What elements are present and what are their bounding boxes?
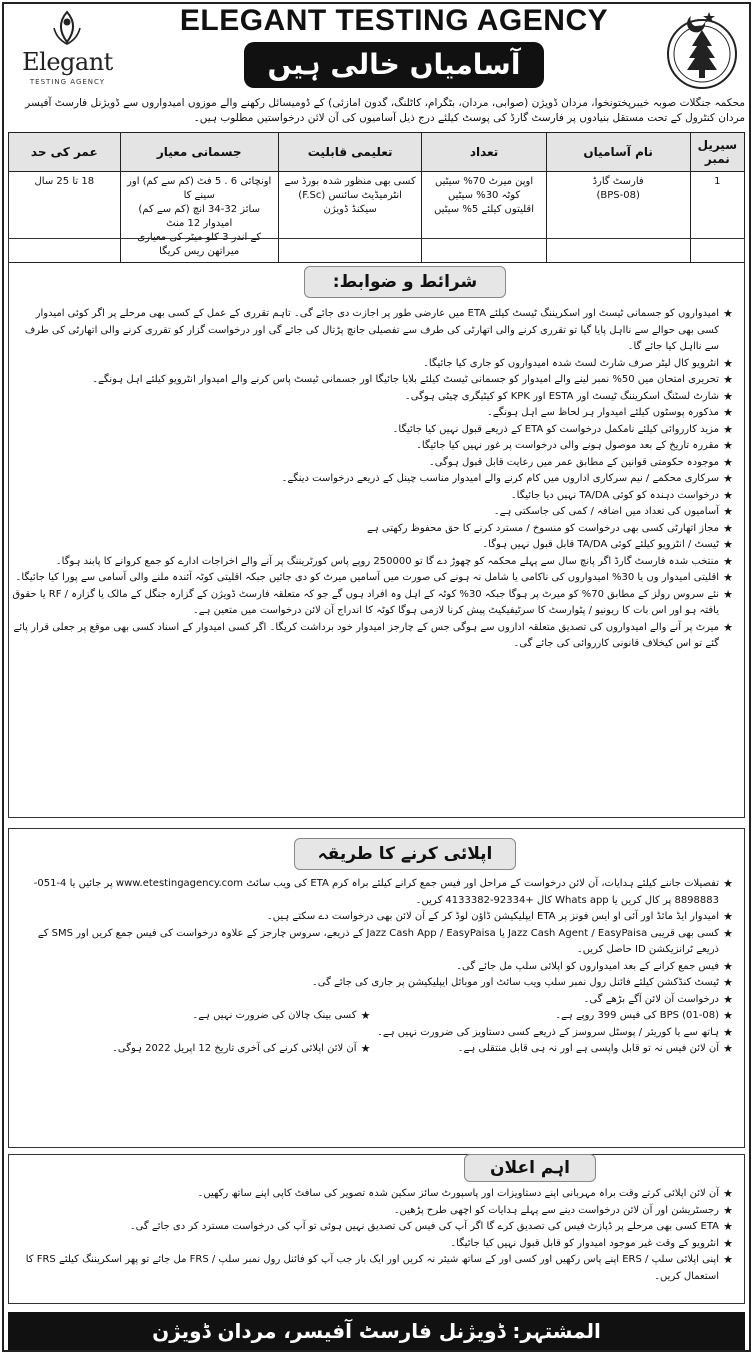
cell-post-name: فارسٹ گارڈ (BPS-08) xyxy=(546,172,690,263)
cell-physical-standard: اونچائی 6 . 5 فٹ (کم سے کم) اور سینے کا سائز 32-34 انچ (کم سے کم) امیدوار 12 منٹ کے اندر 3 کلو میٹر کی معیاری میراتھن ریس کریگا xyxy=(120,172,278,263)
list-item: ★ اپنی اپلائی سلپ / ERS اپنے پاس رکھیں اور کسی اور کے ساتھ شیئر نہ کریں اور ایک بار جب آپ کو فائنل رول نمبر سلپ / FRS مل جائے تو پھر اسکریننگ کیلئے FRS کا استعمال کریں۔ xyxy=(12,1252,737,1285)
cell-quantity: اوپن میرٹ 70% سیٹیں کوٹہ 30% سیٹیں اقلیتوں کیلئے 5% سیٹیں xyxy=(422,172,546,263)
intro-paragraph: محکمہ جنگلات صوبہ خیبرپختونخوا، مردان ڈویژن (صوابی، مردان، بٹگرام، کاٹلنگ، گدون امازئی) کے ڈومیسائل رکھنے والے موزوں امیدواروں سے ڈویژنل فارسٹ آفیسر مردان کنٹرول کے تحت مستقل بنیادوں پر فارسٹ گارڈ کی پوسٹ کیلئے درج ذیل آسامیوں کی آن لائن درخواستیں مطلوب ہیں۔ xyxy=(25,97,745,124)
list-item: ★ انٹرویو کال لیٹر صرف شارٹ لسٹ شدہ امیدواروں کو جاری کیا جائیگا۔ xyxy=(12,356,737,373)
star-bullet-icon: ★ xyxy=(723,587,733,601)
job-advertisement xyxy=(2,2,751,1352)
elegant-emblem-icon xyxy=(46,8,88,50)
star-bullet-icon: ★ xyxy=(723,505,733,518)
star-bullet-icon: ★ xyxy=(723,373,733,386)
header-physical-standard: جسمانی معیار xyxy=(120,133,278,172)
list-item: ★ انٹرویو کے وقت غیر موجود امیدوار کو قابل قبول نہیں کیا جائیگا۔ xyxy=(12,1236,737,1253)
star-bullet-icon: ★ xyxy=(723,1042,733,1055)
logo-subtitle: TESTING AGENCY xyxy=(29,78,106,86)
list-item: ★ آن لائن اپلائی کرتے وقت براہ مہربانی اپنے دستاویزات اور پاسپورٹ سائز سکین شدہ تصویر کی سافٹ کاپی اپنے ساتھ رکھیں۔ xyxy=(12,1186,737,1203)
star-bullet-icon: ★ xyxy=(723,1187,733,1200)
terms-title: شرائط و ضوابط: xyxy=(304,266,506,298)
header-quantity: تعداد xyxy=(422,133,546,172)
star-bullet-icon: ★ xyxy=(723,455,733,469)
list-item: ★ ٹیسٹ کنڈکشن کیلئے فائنل رول نمبر سلپ ویب سائٹ اور موبائل ایپلیکیشن پر جاری کی جائے گی۔ xyxy=(12,975,737,992)
star-bullet-icon: ★ xyxy=(723,307,733,320)
cell-qualification: کسی بھی منظور شدہ بورڈ سے انٹرمیڈیٹ سائنس (F.Sc) سیکنڈ ڈویژن xyxy=(278,172,422,263)
header-serial: سیریل نمبر xyxy=(690,133,744,172)
star-bullet-icon: ★ xyxy=(723,472,733,485)
star-bullet-icon: ★ xyxy=(723,877,733,890)
list-item: ★ درخواست آن لائن آگے بڑھے گی۔ xyxy=(12,992,737,1009)
star-bullet-icon: ★ xyxy=(723,926,733,940)
list-item: ★ سرکاری محکمے / نیم سرکاری اداروں میں کام کرنے والے امیدوار مناسب چینل کے ذریعے درخواست دینگے۔ xyxy=(12,471,737,488)
star-bullet-icon: ★ xyxy=(723,1253,733,1266)
header xyxy=(4,4,749,96)
star-bullet-icon: ★ xyxy=(723,1009,733,1022)
list-item: ★ ٹیسٹ / انٹرویو کیلئے کوئی TA/DA قابل قبول نہیں ہوگا۔ xyxy=(12,537,737,554)
list-item: ★ مذکورہ پوسٹوں کیلئے امیدوار ہر لحاظ سے اہل ہونگے۔ xyxy=(12,405,737,422)
star-bullet-icon: ★ xyxy=(723,959,733,973)
star-bullet-icon: ★ xyxy=(723,406,733,419)
list-item: ★ آسامیوں کی تعداد میں اضافہ / کمی کی جاسکتی ہے۔ xyxy=(12,504,737,521)
cell-serial: 1 xyxy=(690,172,744,263)
list-item: ★ امیدوار ایڈ مائڈ اور آئی او ایس فونز پر ETA ایپلیکیشن ڈاؤن لوڈ کر کے آن لائن بھی درخواست دے سکتے ہیں۔ xyxy=(12,909,737,926)
star-bullet-icon: ★ xyxy=(723,422,733,436)
list-item: ★ تحریری امتحان میں 50% نمبر لینے والے امیدوار کو جسمانی ٹیسٹ کیلئے بلایا جائیگا اور جسمانی ٹیسٹ پاس کرنے والے امیدوار انٹرویو کیلئے اہل ہونگے۔ xyxy=(12,372,737,389)
star-bullet-icon: ★ xyxy=(723,1203,733,1217)
forest-department-emblem-icon xyxy=(661,8,743,92)
elegant-logo xyxy=(10,8,125,90)
list-item: ★ منتخب شدہ فارسٹ گارڈ اگر پانچ سال سے پہلے محکمہ کو چھوڑ دے گا تو 250000 روپے پاس کورٹریننگ پر آنے والے اخراجات ادارے کو جمع کروانے کا پابند ہوگا۔ xyxy=(12,554,737,571)
star-bullet-icon: ★ xyxy=(360,1009,371,1022)
header-post-name: نام آسامیاں xyxy=(546,133,690,172)
star-bullet-icon: ★ xyxy=(723,976,733,989)
apply-title: اپلائی کرنے کا طریقہ xyxy=(294,838,516,870)
logo-name: Elegant xyxy=(22,48,113,76)
cell-age-limit: 18 تا 25 سال xyxy=(9,172,121,263)
star-bullet-icon: ★ xyxy=(723,910,733,923)
star-bullet-icon: ★ xyxy=(360,1042,371,1055)
notice-title: اہم اعلان xyxy=(464,1154,596,1182)
star-bullet-icon: ★ xyxy=(723,389,733,403)
advertiser-footer: المشتہر: ڈویژنل فارسٹ آفیسر، مردان ڈویژن xyxy=(8,1312,745,1350)
header-qualification: تعلیمی قابلیت xyxy=(278,133,422,172)
apply-list xyxy=(12,876,737,1058)
star-bullet-icon: ★ xyxy=(723,488,733,502)
list-item: ★ موجودہ حکومتی قوانین کے مطابق عمر میں رعایت قابل قبول ہوگی۔ xyxy=(12,455,737,472)
list-item: ★ درخواست دہندہ کو کوئی TA/DA نہیں دیا جائیگا۔ xyxy=(12,488,737,505)
star-bullet-icon: ★ xyxy=(723,439,733,452)
list-item: ★ میرٹ پر آنے والے امیدواروں کی تصدیق متعلقہ اداروں سے ہوگی جس کے چارجز امیدوار خود برداشت کریگا۔ اگر کسی امیدوار کے اسناد کسی بھی موقع پر جعلی قرار پائے گئے تو اس کیخلاف قانونی کارروائی کی جائے گی۔ xyxy=(12,620,737,653)
list-item: ★ کسی بھی قریبی Jazz Cash Agent / EasyPaisa یا Jazz Cash App / EasyPaisa کے ذریعے، سروس چارجز کے علاوہ درخواست کی فیس جمع کریں اور SMS کے ذریعے ٹرانزیکشن ID حاصل کریں۔ xyxy=(12,926,737,959)
list-item-pair: ★ ہاتھ سے یا کوریئر / پوسٹل سروسز کے ذریعے کسی دستاویز کی ضرورت نہیں ہے۔ xyxy=(12,1025,737,1042)
list-item-pair: ★ BPS (01-08) کی فیس 399 روپے ہے۔ ★ کسی بینک چالان کی ضرورت نہیں ہے۔ xyxy=(12,1008,737,1025)
agency-name: ELEGANT TESTING AGENCY xyxy=(179,4,609,37)
list-item-pair: ★ آن لائن فیس نہ تو قابل واپسی ہے اور نہ ہی قابل منتقلی ہے۔ ★ آن لائن اپلائی کرنے کی آخری تاریخ 12 اپریل 2022 ہوگی۔ xyxy=(12,1041,737,1058)
star-bullet-icon: ★ xyxy=(723,1220,733,1233)
list-item: ★ امیدواروں کو جسمانی ٹیسٹ اور اسکریننگ ٹیسٹ کیلئے ETA میں عارضی طور پر اجازت دی جائے گی۔ تاہم تقرری کے عمل کے کسی بھی مرحلے پر اگر کوئی امیدوار کسی بھی حوالے سے نااہل پایا گیا تو تقرری کرنے والی اتھارٹی کی طرف سے تفصیلی جانچ پڑتال کی جائے گی اور درخواست گزار کو تقرری کرنے والی اتھارٹی کی طرف سے نااہل کیا جائے گا۔ xyxy=(12,306,737,356)
list-item: ★ رجسٹریشن اور آن لائن درخواست دینے سے پہلے ہدایات کو اچھی طرح پڑھیں۔ xyxy=(12,1203,737,1220)
list-item: ★ نئے سروس رولز کے مطابق 70% کو میرٹ پر ہوگا جبکہ 30% کوٹہ کے اہل وہ افراد ہوں گے جو کہ متعلقہ فارسٹ ڈویژن کے گزارہ جنگل کے مالک یا گزارہ / RF یا حقوق یافتہ ہو اور اس بات کا ریونیو / پٹوارسٹ کا سرٹیفیکیٹ پیش کرنا لازمی ہوگا کوٹہ کا اندراج آن لائن درخواست میں متعین ہے۔ xyxy=(12,587,737,620)
star-bullet-icon: ★ xyxy=(723,356,733,370)
star-bullet-icon: ★ xyxy=(723,1025,733,1039)
header-age-limit: عمر کی حد xyxy=(9,133,121,172)
star-bullet-icon: ★ xyxy=(723,521,733,535)
list-item: ★ فیس جمع کرانے کے بعد امیدواروں کو اپلائی سلپ مل جائے گی۔ xyxy=(12,959,737,976)
list-item: ★ ETA کسی بھی مرحلے پر ڈپازٹ فیس کی تصدیق کرے گا اگر آپ کی فیس کی تصدیق نہیں ہوئی تو آپ کی درخواست مسترد کر دی جائے گی۔ xyxy=(12,1219,737,1236)
star-bullet-icon: ★ xyxy=(723,1236,733,1250)
star-bullet-icon: ★ xyxy=(723,538,733,551)
star-bullet-icon: ★ xyxy=(723,992,733,1006)
list-item: ★ مزید کارروائی کیلئے نامکمل درخواست کو ETA کے ذریعے قبول نہیں کیا جائیگا۔ xyxy=(12,422,737,439)
table-header-row xyxy=(9,133,745,172)
list-item: ★ اقلیتی امیدوار وں یا 30% امیدواروں کی ناکامی یا شامل نہ ہونے کی صورت میں آسامیں میرٹ کو دی جائیں جبکہ اقلیتی کوٹہ آئندہ ملنے والی آسامی سے پورا کیا جائیگا۔ xyxy=(12,570,737,587)
notice-list xyxy=(12,1186,737,1285)
star-bullet-icon: ★ xyxy=(723,571,733,584)
list-item: ★ شارٹ لسٹنگ اسکریننگ ٹیسٹ اور ESTA اور KPK کو کیٹیگری چیٹی ہوگی۔ xyxy=(12,389,737,406)
star-bullet-icon: ★ xyxy=(723,554,733,568)
terms-list xyxy=(12,306,737,653)
list-item: ★ تفصیلات جاننے کیلئے ہدایات، آن لائن درخواست کے مراحل اور فیس جمع کرانے کیلئے براہ کرم ETA کی ویب سائٹ www.etestingagency.com پر جائیں یا 4-051-8898883 پر کال کریں یا Whats app کال +92334-4133382 کریں۔ xyxy=(12,876,737,909)
list-item: ★ مجاز اتھارٹی کسی بھی درخواست کو منسوخ / مسترد کرنے کا حق محفوظ رکھتی ہے xyxy=(12,521,737,538)
star-bullet-icon: ★ xyxy=(723,620,733,634)
vacancies-banner: آسامیاں خالی ہیں xyxy=(244,42,544,88)
list-item: ★ مقررہ تاریخ کے بعد موصول ہونے والی درخواست پر غور نہیں کیا جائیگا۔ xyxy=(12,438,737,455)
